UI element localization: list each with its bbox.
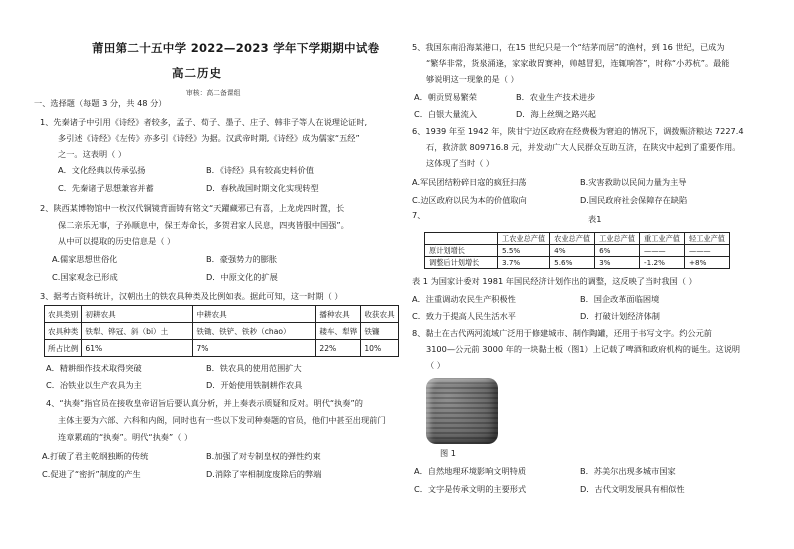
table-cell: 10% (361, 340, 398, 357)
q2-line-2: 保二亲乐无事，子孙顺息中，保王寿命长，多贺君家人民息，四夷皆服中国强”。 (58, 220, 349, 230)
q5-line-3: 够说明这一现象的是（ ） (426, 74, 519, 84)
q4-option-c: C.促进了“密折”制度的产生 (42, 469, 141, 479)
q3-table (44, 305, 399, 357)
q3-option-c: C．冶铁业以生产农具为主 (46, 380, 142, 390)
q8-line-2: 3100—公元前 3000 年的一块黏土板（图1）上记载了啤酒和政府机构的诞生。这说明 (426, 344, 741, 354)
table-cell: ——— (640, 245, 685, 257)
q7-option-a: A．注重调动农民生产积极性 (412, 294, 516, 304)
exam-subject: 高二历史 (172, 66, 222, 80)
q4-option-d: D.消除了宰相制度废除后的弊端 (206, 469, 322, 479)
table-row (425, 233, 730, 245)
q3-option-d: D．开始使用铁制耕作农具 (206, 380, 303, 390)
reviewer-note: 审核：高二备课组 (186, 89, 241, 97)
q1-option-b: B．《诗经》具有较高史料价值 (206, 165, 314, 175)
table-cell: 农业总产值 (550, 233, 595, 245)
table-cell: 原计划增长 (425, 245, 498, 257)
q5-option-c: C．白银大量流入 (414, 109, 478, 119)
table-cell: 4% (550, 245, 595, 257)
q4-line-1: 4、“执奏”指官员在接收皇帝诏旨后要认真分析，并上奏表示质疑和反对。明代“执奏”的 (46, 398, 363, 408)
q7-stem: 表 1 为国家计委对 1981 年国民经济计划作出的调整，这反映了当时我国（ ） (412, 276, 697, 286)
q2-line-3: 从中可以提取的历史信息是（ ） (58, 236, 176, 246)
table-cell: 初耕农具 (82, 306, 193, 323)
table-cell: 农具类别 (45, 306, 82, 323)
table-cell: 7% (193, 340, 316, 357)
q5-line-2: “繁华非常，货泉涌逢，家家敢胃赛神，帅越冒犯，连辄响答”，时称“小苏杭”。最能 (426, 58, 730, 68)
q5-option-a: A．朝贡贸易繁荣 (414, 92, 477, 102)
q5-line-1: 5、我国东南沿海某港口，在15 世纪只是一个“结茅而居”的渔村，到 16 世纪，已成为 (412, 42, 725, 52)
table-cell: 6% (595, 245, 640, 257)
table-cell: 播种农具 (316, 306, 361, 323)
q8-figure-caption: 图 1 (440, 448, 456, 458)
q1-option-c: C．先秦诸子思想兼容并蓄 (58, 183, 154, 193)
table-row (45, 306, 399, 323)
table-cell: 5.6% (550, 257, 595, 269)
table-cell: 所占比例 (45, 340, 82, 357)
table-cell: 铁锄、铁铲、铁耖（chao） (193, 323, 316, 340)
q1-line-2: 多引述《诗经》《左传》亦多引《诗经》为据。汉武帝时期,《诗经》成为儒家“五经” (58, 133, 360, 143)
table-cell: 5.5% (498, 245, 550, 257)
table-cell: 3.7% (498, 257, 550, 269)
q6-option-c: C.边区政府以民为本的价值取向 (412, 195, 527, 205)
table-cell: -1.2% (640, 257, 685, 269)
table-cell: 农具种类 (45, 323, 82, 340)
q2-line-1: 2、陕西某博物馆中一枚汉代铜镜背面铸有铭文“天躍藏邪已有喜，上龙虎四时置，长 (40, 203, 345, 213)
section-heading: 一、选择题（每题 3 分，共 48 分） (34, 98, 167, 108)
q4-option-b: B.加强了对专制皇权的弹性约束 (206, 451, 321, 461)
table-row (45, 323, 399, 340)
q5-option-d: D．海上丝绸之路兴起 (516, 109, 596, 119)
table-cell: +8% (685, 257, 730, 269)
q7-option-c: C．致力于提高人民生活水平 (412, 311, 516, 321)
q6-option-b: B.灾害救助以民间力量为主导 (580, 177, 687, 187)
q6-line-2: 石，救济款 809716.8 元，并发动广大人民群众互助互济，在陕灾中起到了重要作用。 (426, 142, 741, 152)
q7-option-d: D．打破计划经济体制 (580, 311, 660, 321)
q8-option-a: A．自然地理环境影响文明特质 (414, 466, 527, 476)
q8-line-1: 8、黏土在古代两河流域广泛用于修建城市、制作陶罐，还用于书写文字。约公元前 (412, 328, 712, 338)
q5-option-b: B．农业生产技术进步 (516, 92, 596, 102)
q7-number: 7、 (412, 210, 426, 220)
table-cell: 重工业产值 (640, 233, 685, 245)
table-cell: 工农业总产值 (498, 233, 550, 245)
table-cell: 耧车、犁铧 (316, 323, 361, 340)
table-row (425, 245, 730, 257)
q1-option-a: A．文化经典以传承弘扬 (58, 165, 146, 175)
table-cell: 铁犁、铧冠、斜（bi）土 (82, 323, 193, 340)
q6-option-d: D.国民政府社会保障存在缺陷 (580, 195, 688, 205)
table-row (45, 340, 399, 357)
q2-option-d: D．中原文化的扩展 (206, 272, 278, 282)
q3-stem: 3、据考古资料统计，汉朝出土的铁农具种类及比例如表。据此可知，这一时期（ ） (40, 291, 343, 301)
table-cell: 铁镰 (361, 323, 398, 340)
table-cell: 调整后计划增长 (425, 257, 498, 269)
table-cell: 收获农具 (361, 306, 398, 323)
q4-line-3: 连章累疏的“执奏”。明代“执奏”（ ） (58, 432, 193, 442)
q1-line-3: 之一。这表明（ ） (58, 149, 127, 159)
q2-option-c: C.国家观念已形成 (52, 272, 118, 282)
q3-option-b: B．铁农具的使用范围扩大 (206, 363, 302, 373)
q6-option-a: A.军民团结粉碎日寇的疯狂扫荡 (412, 177, 527, 187)
q1-line-1: 1、先秦诸子中引用《诗经》者较多，孟子、荀子、墨子、庄子、韩非子等人在说理论证时, (40, 117, 368, 127)
table-cell: 轻工业产值 (685, 233, 730, 245)
q7-table (424, 232, 730, 269)
table-cell: 61% (82, 340, 193, 357)
q3-option-a: A．精耕细作技术取得突破 (46, 363, 142, 373)
table-cell: 3% (595, 257, 640, 269)
q6-line-1: 6、1939 年至 1942 年，陕甘宁边区政府在经费极为窘迫的情况下，调拨赈济粮达 7227.4 (412, 126, 744, 136)
q7-option-b: B．国企改革面临困境 (580, 294, 660, 304)
q8-option-d: D．古代文明发展具有相似性 (580, 484, 685, 494)
q2-option-a: A.儒家思想世俗化 (52, 254, 118, 264)
q8-line-3: （ ） (426, 360, 445, 370)
q6-line-3: 这体现了当时（ ） (426, 158, 495, 168)
q8-option-c: C．文字是传承文明的主要形式 (414, 484, 527, 494)
q2-option-b: B．豪强势力的膨胀 (206, 254, 278, 264)
q4-option-a: A.打破了君主乾纲独断的传统 (42, 451, 149, 461)
table-cell: 中耕农具 (193, 306, 316, 323)
q4-line-2: 主体主要为六部、六科和内阁，同时也有一些以下发司种奏题的官员，他们中甚至出现前门 (58, 415, 386, 425)
table-cell: 22% (316, 340, 361, 357)
table-row (425, 257, 730, 269)
table-cell (425, 233, 498, 245)
exam-title: 莆田第二十五中学 2022—2023 学年下学期期中试卷 (92, 41, 380, 55)
q7-table-caption: 表1 (588, 214, 602, 224)
table-cell: ——— (685, 245, 730, 257)
table-cell: 工业总产值 (595, 233, 640, 245)
q8-option-b: B．苏美尔出现多城市国家 (580, 466, 676, 476)
q1-option-d: D．春秋战国时期文化实现转型 (206, 183, 319, 193)
clay-tablet-image (426, 378, 498, 444)
